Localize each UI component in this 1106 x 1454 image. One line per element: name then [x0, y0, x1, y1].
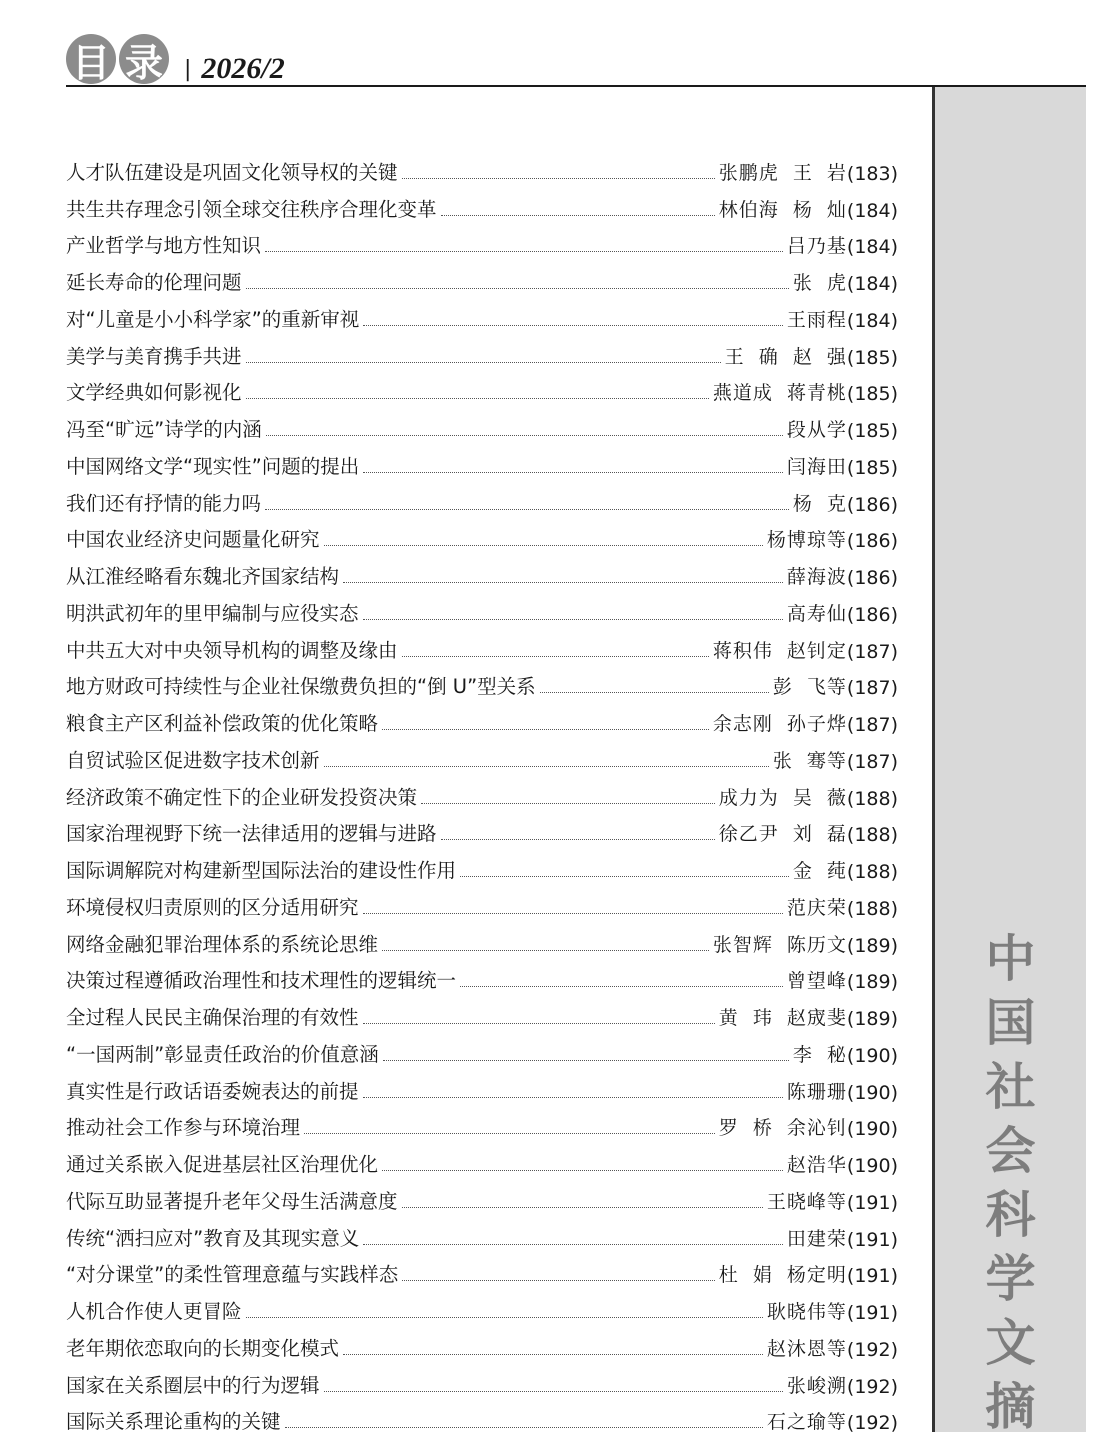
dot-leader [402, 1280, 715, 1281]
entry-title: 真实性是行政话语委婉表达的前提 [66, 1079, 359, 1103]
toc-entry[interactable] [66, 1140, 898, 1177]
toc-entry[interactable] [66, 295, 898, 332]
toc-entry[interactable] [66, 846, 898, 883]
toc-entry[interactable] [66, 1361, 898, 1398]
entry-author: 燕道成 蒋青桃 [712, 382, 847, 405]
entry-title: 国家在关系圈层中的行为逻辑 [66, 1373, 320, 1397]
entry-page: (188) [846, 897, 898, 920]
dot-leader [382, 950, 709, 951]
entry-page: (190) [846, 1081, 898, 1104]
toc-entry[interactable] [66, 663, 898, 700]
entry-author: 黄 玮 赵宬斐 [718, 1007, 847, 1029]
entry-title: 自贸试验区促进数字技术创新 [66, 748, 320, 772]
entry-author: 耿晓伟等 [766, 1301, 847, 1323]
dot-leader [265, 509, 789, 510]
entry-title: 代际互助显著提升老年父母生活满意度 [66, 1189, 398, 1213]
dot-leader [441, 215, 715, 216]
toc-entry[interactable] [66, 957, 898, 994]
entry-title: 地方财政可持续性与企业社保缴费负担的“倒 U”型关系 [66, 675, 536, 699]
toc-entry[interactable] [66, 369, 898, 406]
toc-entry[interactable] [66, 589, 898, 626]
dot-leader [343, 582, 783, 583]
entry-author: 曾望峰 [786, 970, 847, 993]
entry-author: 吕乃基 [786, 235, 847, 258]
entry-page: (192) [846, 1412, 898, 1435]
entry-title: 通过关系嵌入促进基层社区治理优化 [66, 1153, 379, 1176]
entry-page: (189) [846, 934, 898, 957]
dot-leader [246, 288, 789, 289]
dot-leader [441, 839, 715, 840]
dot-leader [363, 1097, 783, 1098]
entry-author: 张 骞等 [772, 749, 847, 772]
page-header [66, 26, 285, 84]
entry-title: 决策过程遵循政治理性和技术理性的逻辑统一 [66, 969, 457, 993]
toc-entry[interactable] [66, 222, 898, 259]
entry-page: (186) [846, 493, 898, 516]
toc-entry[interactable] [66, 1398, 898, 1435]
entry-title: “一国两制”彰显责任政治的价值意涵 [66, 1042, 379, 1066]
entry-title: 人才队伍建设是巩固文化领导权的关键 [66, 160, 398, 184]
toc-entry[interactable] [66, 1287, 898, 1324]
entry-title: 人机合作使人更冒险 [66, 1300, 242, 1323]
entry-page: (189) [846, 1008, 898, 1030]
toc-entry[interactable] [66, 699, 898, 736]
entry-title: 老年期依恋取向的长期变化模式 [66, 1336, 340, 1360]
sidebar-char: 文 [985, 1314, 1036, 1372]
toc-entry[interactable] [66, 1104, 898, 1141]
entry-author: 余志刚 孙子烨 [712, 713, 847, 735]
entry-title: 国际调解院对构建新型国际法治的建设性作用 [66, 859, 457, 882]
dot-leader [383, 1060, 789, 1061]
entry-author: 蒋积伟 赵钊定 [712, 639, 847, 662]
entry-author: 薛海波 [786, 566, 847, 588]
toc-entry[interactable] [66, 993, 898, 1030]
entry-title: 冯至“旷远”诗学的内涵 [66, 418, 262, 441]
toc-entry[interactable] [66, 185, 898, 222]
toc-badge-lu: 录 [119, 34, 169, 84]
entry-author: 陈珊珊 [786, 1080, 847, 1103]
dot-leader [363, 913, 783, 914]
entry-author: 徐乙尹 刘 磊 [718, 823, 847, 846]
toc-entry[interactable] [66, 479, 898, 516]
dot-leader [363, 1244, 783, 1245]
entry-page: (191) [846, 1228, 898, 1251]
sidebar-char: 会 [985, 1122, 1036, 1180]
toc-badge-mu: 目 [66, 34, 116, 84]
toc-entry[interactable] [66, 1324, 898, 1361]
entry-page: (191) [846, 1191, 898, 1214]
entry-title: 中共五大对中央领导机构的调整及缘由 [66, 638, 398, 662]
entry-page: (190) [846, 1118, 898, 1141]
toc-entry[interactable] [66, 773, 898, 810]
entry-author: 田建荣 [786, 1227, 847, 1250]
toc-entry[interactable] [66, 442, 898, 479]
entry-page: (192) [846, 1375, 898, 1398]
dot-leader [402, 178, 715, 179]
dot-leader [246, 362, 721, 363]
entry-author: 石之瑜等 [766, 1411, 847, 1434]
entry-page: (189) [846, 971, 898, 994]
toc-entry[interactable] [66, 810, 898, 847]
entry-page: (185) [846, 420, 898, 442]
toc-entry[interactable] [66, 1251, 898, 1288]
dot-leader [382, 1170, 783, 1171]
entry-author: 罗 桥 余沁钊 [718, 1117, 847, 1140]
toc-entry[interactable] [66, 1214, 898, 1251]
entry-author: 张 虎 [792, 272, 847, 294]
journal-title-vertical [935, 927, 1086, 1439]
entry-author: 范庆荣 [786, 896, 847, 919]
entry-author: 赵沐恩等 [766, 1337, 847, 1360]
toc-entry[interactable] [66, 1030, 898, 1067]
journal-sidebar [932, 87, 1086, 1436]
sidebar-char: 国 [985, 994, 1036, 1052]
dot-leader [402, 656, 709, 657]
entry-author: 林伯海 杨 灿 [718, 198, 847, 221]
entry-author: 杨博琼等 [766, 529, 847, 552]
dot-leader [246, 398, 709, 399]
entry-title: 全过程人民民主确保治理的有效性 [66, 1006, 359, 1029]
entry-title: 网络金融犯罪治理体系的系统论思维 [66, 932, 379, 956]
toc-entry[interactable] [66, 148, 898, 185]
entry-author: 金 莼 [792, 860, 847, 882]
dot-leader [266, 435, 783, 436]
entry-title: 传统“洒扫应对”教育及其现实意义 [66, 1226, 360, 1250]
dot-leader [363, 1023, 715, 1024]
dot-leader [304, 1133, 715, 1134]
entry-page: (185) [846, 383, 898, 406]
entry-title: 中国农业经济史问题量化研究 [66, 528, 320, 552]
entry-title: 环境侵权归责原则的区分适用研究 [66, 895, 359, 919]
header-separator: | [184, 57, 192, 82]
dot-leader [343, 1354, 763, 1355]
entry-page: (186) [846, 567, 898, 589]
dot-leader [265, 251, 783, 252]
toc-entry[interactable] [66, 920, 898, 957]
entry-page: (185) [846, 346, 898, 369]
entry-page: (184) [846, 199, 898, 222]
dot-leader [382, 729, 709, 730]
entry-page: (190) [846, 1044, 898, 1067]
dot-leader [324, 1391, 783, 1392]
toc-entry[interactable] [66, 736, 898, 773]
toc-entry[interactable] [66, 626, 898, 663]
dot-leader [363, 325, 783, 326]
entry-page: (188) [846, 787, 898, 810]
dot-leader [363, 619, 783, 620]
entry-page: (187) [846, 640, 898, 663]
sidebar-char: 学 [985, 1250, 1036, 1308]
entry-title: 国际关系理论重构的关键 [66, 1410, 281, 1434]
entry-title: 国家治理视野下统一法律适用的逻辑与进路 [66, 822, 437, 846]
entry-title: 文学经典如何影视化 [66, 381, 242, 405]
dot-leader [285, 1427, 763, 1428]
entry-author: 彭 飞等 [772, 676, 847, 699]
entry-title: 延长寿命的伦理问题 [66, 271, 242, 294]
entry-page: (184) [846, 236, 898, 259]
sidebar-char: 科 [985, 1186, 1036, 1244]
entry-title: 推动社会工作参与环境治理 [66, 1116, 301, 1140]
entry-author: 段从学 [786, 419, 847, 441]
entry-title: 经济政策不确定性下的企业研发投资决策 [66, 785, 418, 809]
dot-leader [363, 472, 783, 473]
entry-title: 明洪武初年的里甲编制与应役实态 [66, 601, 359, 625]
issue-number: 2026/2 [201, 52, 285, 85]
entry-page: (191) [846, 1302, 898, 1324]
entry-author: 张峻溯 [786, 1374, 847, 1397]
toc-entry[interactable] [66, 516, 898, 553]
entry-author: 王 确 赵 强 [724, 345, 847, 368]
dot-leader [421, 803, 715, 804]
entry-author: 杨 克 [792, 492, 847, 515]
entry-page: (192) [846, 1338, 898, 1361]
entry-page: (187) [846, 714, 898, 736]
dot-leader [460, 876, 789, 877]
entry-author: 王雨程 [786, 308, 847, 331]
entry-page: (185) [846, 456, 898, 479]
table-of-contents [66, 148, 898, 1434]
dot-leader [540, 692, 769, 693]
entry-page: (186) [846, 603, 898, 626]
entry-title: 美学与美育携手共进 [66, 344, 242, 368]
toc-entry[interactable] [66, 258, 898, 295]
entry-page: (184) [846, 309, 898, 332]
toc-entry[interactable] [66, 1067, 898, 1104]
entry-title: 粮食主产区利益补偿政策的优化策略 [66, 712, 379, 735]
entry-page: (190) [846, 1155, 898, 1177]
entry-page: (188) [846, 861, 898, 883]
entry-author: 成力为 吴 薇 [718, 786, 847, 809]
sidebar-char: 摘 [985, 1378, 1036, 1436]
toc-entry[interactable] [66, 1177, 898, 1214]
entry-page: (187) [846, 750, 898, 773]
entry-author: 张智辉 陈历文 [712, 933, 847, 956]
toc-entry[interactable] [66, 405, 898, 442]
entry-title: “对分课堂”的柔性管理意蕴与实践样态 [66, 1263, 399, 1287]
toc-entry[interactable] [66, 883, 898, 920]
entry-author: 闫海田 [786, 455, 847, 478]
sidebar-char: 社 [985, 1058, 1036, 1116]
toc-entry[interactable] [66, 332, 898, 369]
entry-page: (187) [846, 677, 898, 700]
entry-author: 王晓峰等 [766, 1190, 847, 1213]
entry-author: 赵浩华 [786, 1154, 847, 1176]
dot-leader [246, 1317, 763, 1318]
entry-title: 对“儿童是小小科学家”的重新审视 [66, 307, 360, 331]
entry-title: 共生共存理念引领全球交往秩序合理化变革 [66, 197, 437, 221]
entry-page: (188) [846, 824, 898, 847]
entry-page: (191) [846, 1265, 898, 1288]
entry-title: 从江淮经略看东魏北齐国家结构 [66, 565, 340, 588]
entry-page: (183) [846, 162, 898, 185]
dot-leader [460, 986, 783, 987]
entry-author: 李 秘 [792, 1043, 847, 1066]
entry-title: 产业哲学与地方性知识 [66, 234, 262, 258]
entry-author: 杜 娟 杨定明 [718, 1264, 847, 1287]
entry-title: 中国网络文学“现实性”问题的提出 [66, 454, 360, 478]
dot-leader [402, 1207, 763, 1208]
sidebar-char: 中 [985, 930, 1036, 988]
dot-leader [324, 766, 769, 767]
toc-entry[interactable] [66, 552, 898, 589]
entry-author: 张鹏虎 王 岩 [718, 161, 847, 184]
entry-page: (184) [846, 273, 898, 295]
entry-page: (186) [846, 530, 898, 553]
entry-title: 我们还有抒情的能力吗 [66, 491, 262, 515]
dot-leader [324, 545, 763, 546]
entry-author: 高寿仙 [786, 602, 847, 625]
